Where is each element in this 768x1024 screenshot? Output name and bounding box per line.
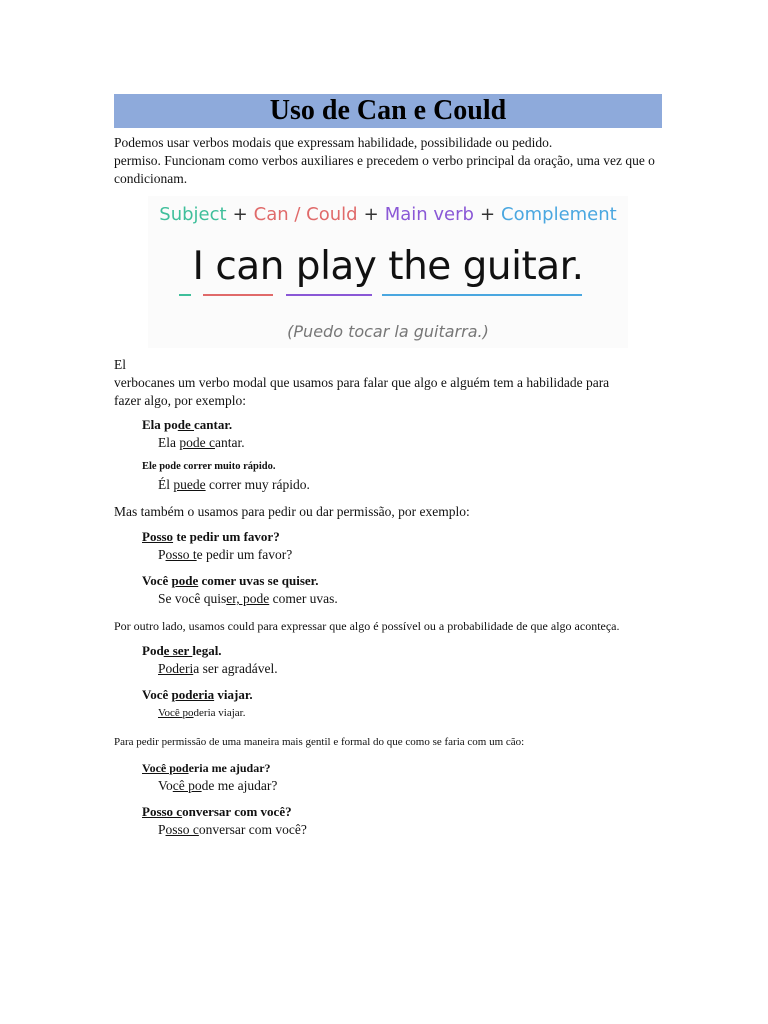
example-item: Ela pode cantar. Ela pode cantar.	[142, 417, 245, 450]
formula-main-verb: Main verb	[384, 204, 474, 225]
example-item: Você poderia viajar. Você poderia viajar.	[142, 687, 253, 719]
section2-text: Mas também o usamos para pedir ou dar permissão, por exemplo:	[114, 504, 470, 519]
document-page	[114, 94, 662, 188]
example-item: Posso te pedir um favor? Posso te pedir um favor?	[142, 529, 293, 562]
plus-sign: +	[232, 204, 248, 225]
section3-text: Por outro lado, usamos could para expressar que algo é possível ou a probabilidade de que algo aconteça.	[114, 619, 620, 633]
section4-text: Para pedir permissão de uma maneira mais gentil e formal do que como se faria com um cão:	[114, 736, 525, 748]
example-item: Você pode comer uvas se quiser. Se você quiser, pode comer uvas.	[142, 573, 338, 606]
main-verb-underline	[286, 294, 372, 296]
formula-complement: Complement	[501, 204, 617, 225]
page-title: Uso de Can e Could	[269, 95, 507, 126]
intro-paragraph	[114, 134, 662, 188]
example-item: Ele pode correr muito rápido. Él puede correr muy rápido.	[142, 461, 310, 492]
section-can-ability	[114, 356, 674, 839]
section1-line-2: verbocanes um verbo modal que usamos para falar que algo e alguém tem a habilidade para	[114, 375, 610, 390]
subject-underline	[179, 294, 191, 296]
intro-line-2: permiso. Funcionam como verbos auxiliares e precedem o verbo principal da oração, uma vez que o	[114, 153, 655, 168]
example-item: Posso conversar com você? Posso conversar com você?	[142, 804, 307, 837]
section1-line-3: fazer algo, por exemplo:	[114, 393, 246, 408]
formula-subject: Subject	[159, 204, 227, 225]
formula-can-could: Can / Could	[253, 204, 358, 225]
intro-line-3: condicionam.	[114, 171, 188, 186]
plus-sign: +	[479, 204, 496, 225]
complement-underline	[382, 294, 582, 296]
example-item: Pode ser legal. Poderia ser agradável.	[142, 643, 278, 676]
grammar-diagram	[148, 196, 628, 348]
example-item: Você poderia me ajudar? Você pode me ajudar?	[142, 761, 278, 793]
plus-sign: +	[363, 204, 379, 225]
intro-line-1: Podemos usar verbos modais que expressam habilidade, possibilidade ou pedido.	[114, 135, 553, 150]
section1-line-1: El	[114, 357, 126, 372]
sentence-translation: (Puedo tocar la guitarra.)	[287, 322, 489, 341]
title-banner	[114, 94, 662, 128]
can-underline	[203, 294, 273, 296]
formula-row	[148, 204, 628, 225]
example-sentence: I can play the guitar.	[192, 244, 584, 289]
